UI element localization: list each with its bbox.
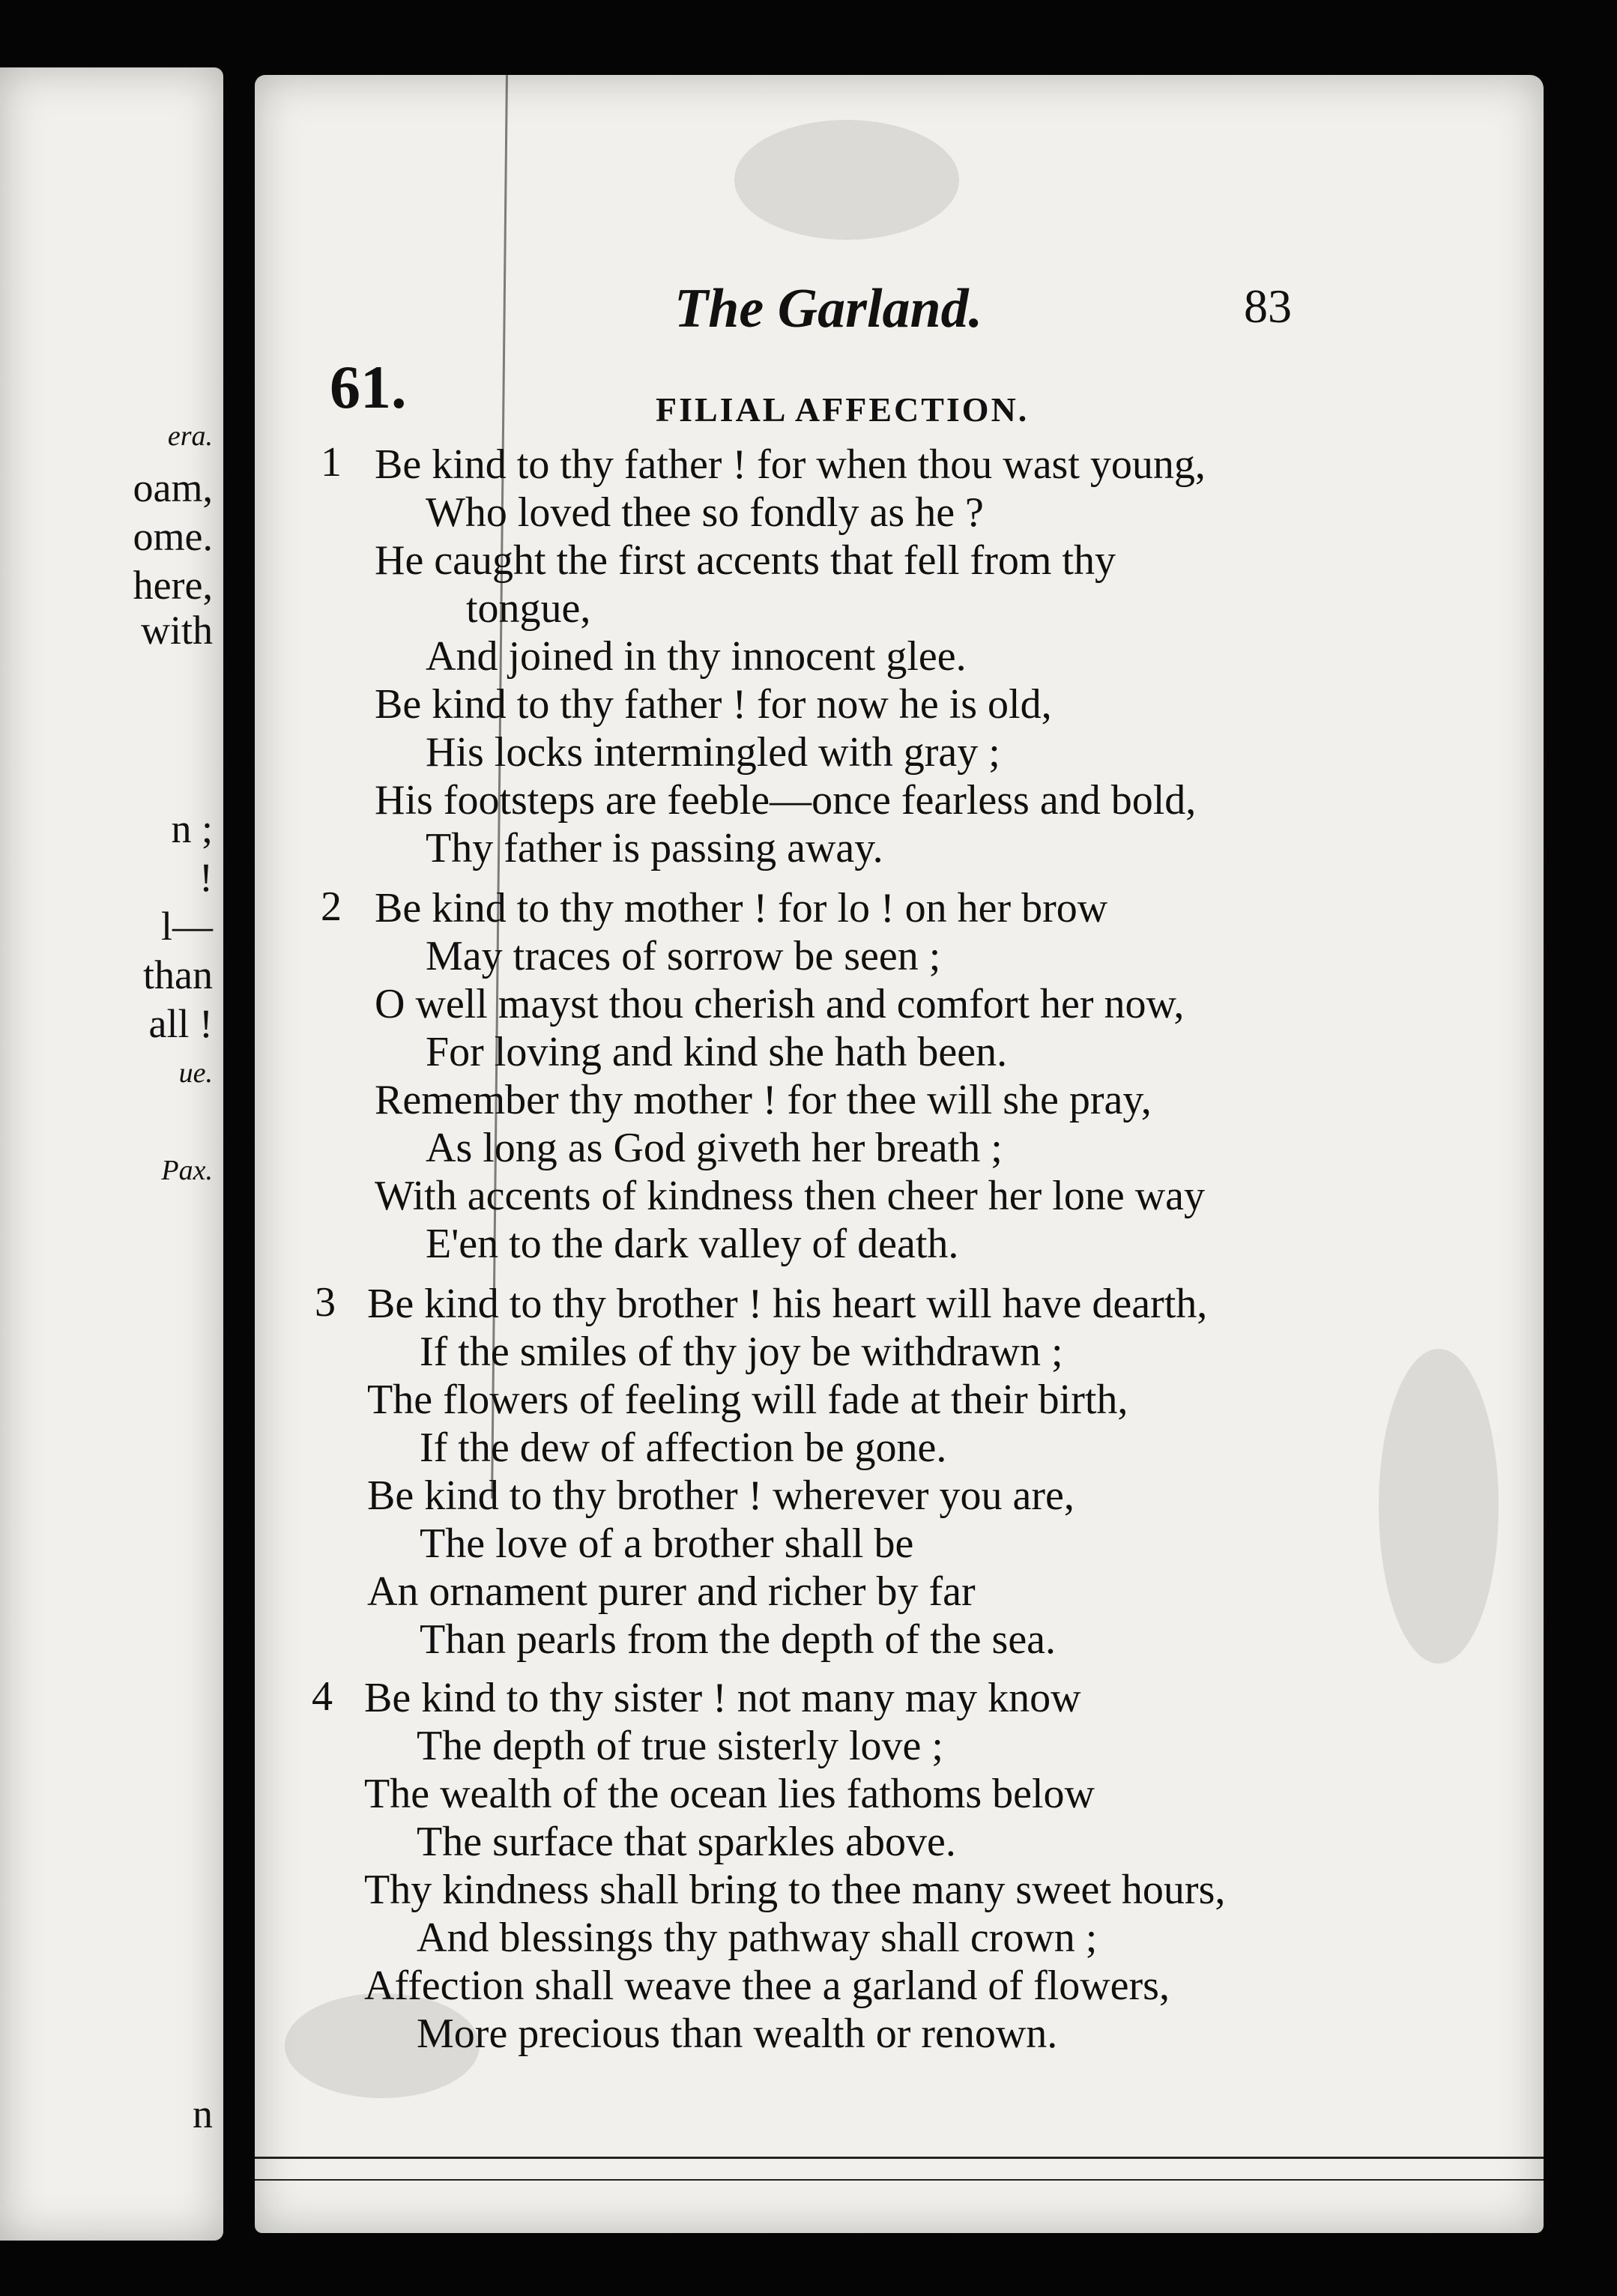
verse-line: Be kind to thy brother ! wherever you are, (367, 1472, 1075, 1519)
left-fragment: l— (160, 904, 213, 949)
left-fragment: n ; (171, 806, 213, 851)
hymn-title: FILIAL AFFECTION. (656, 390, 1030, 429)
verse-line: More precious than wealth or renown. (417, 2010, 1058, 2057)
verse-line: The depth of true sisterly love ; (417, 1723, 943, 1769)
left-fragment: ome. (133, 514, 213, 559)
verse-line: Be kind to thy brother ! his heart will have dearth, (367, 1281, 1208, 1327)
verse-line: With accents of kindness then cheer her lone way (375, 1173, 1205, 1219)
verse-line: The surface that sparkles above. (417, 1819, 956, 1865)
verse-line: For loving and kind she hath been. (426, 1029, 1008, 1075)
verse-line: Who loved thee so fondly as he ? (426, 489, 984, 536)
verse-number: 2 (321, 883, 342, 930)
verse-line: Be kind to thy father ! for now he is old, (375, 681, 1052, 728)
verse-line: tongue, (466, 585, 591, 632)
left-fragment: Pax. (161, 1155, 213, 1186)
hymn-number: 61. (330, 353, 407, 421)
verse-line: May traces of sorrow be seen ; (426, 933, 941, 979)
verse-line: And blessings thy pathway shall crown ; (417, 1915, 1098, 1961)
verse-line: The love of a brother shall be (420, 1520, 914, 1567)
left-fragment: oam, (133, 465, 213, 510)
verse-line: Affection shall weave thee a garland of flowers, (364, 1963, 1170, 2009)
verse-line: An ornament purer and richer by far (367, 1568, 976, 1615)
left-fragment: ue. (178, 1057, 213, 1089)
verse-line: Be kind to thy father ! for when thou wast young, (375, 441, 1206, 488)
running-head-title: The Garland. (674, 278, 983, 339)
verse-line: As long as God giveth her breath ; (426, 1125, 1003, 1171)
verse-number: 1 (321, 439, 342, 486)
left-fragment: here, (133, 563, 213, 608)
verse-line: And joined in thy innocent glee. (426, 633, 967, 680)
left-fragment: ! (199, 855, 213, 900)
verse-line: He caught the first accents that fell from thy (375, 537, 1116, 584)
left-fragment: than (143, 952, 213, 997)
main-page (255, 75, 1544, 2233)
verse-number: 4 (312, 1673, 333, 1720)
verse-line: Thy father is passing away. (426, 825, 883, 871)
bottom-rule (255, 2179, 1544, 2181)
verse-line: Remember thy mother ! for thee will she pray, (375, 1077, 1152, 1123)
verse-line: The flowers of feeling will fade at their birth, (367, 1377, 1128, 1423)
verse-line: E'en to the dark valley of death. (426, 1221, 959, 1267)
verse-line: Thy kindness shall bring to thee many sweet hours, (364, 1867, 1226, 1913)
left-fragment: with (140, 608, 213, 653)
verse-line: O well mayst thou cherish and comfort her now, (375, 981, 1185, 1027)
verse-line: Than pearls from the depth of the sea. (420, 1616, 1057, 1663)
paper-stain (1379, 1349, 1499, 1664)
verse-line: If the smiles of thy joy be withdrawn ; (420, 1329, 1063, 1375)
left-fragment: era. (167, 420, 213, 452)
bottom-rule (255, 2157, 1544, 2159)
left-facing-page (0, 67, 223, 2241)
verse-number: 3 (315, 1279, 336, 1326)
verse-line: His locks intermingled with gray ; (426, 729, 1000, 776)
paper-stain (734, 120, 959, 240)
verse-line: His footsteps are feeble—once fearless and bold, (375, 777, 1197, 824)
left-fragment: n (193, 2091, 213, 2136)
page-number: 83 (1244, 280, 1292, 333)
verse-line: The wealth of the ocean lies fathoms below (364, 1771, 1095, 1817)
left-fragment: all ! (148, 1001, 213, 1046)
verse-line: If the dew of affection be gone. (420, 1425, 947, 1471)
verse-line: Be kind to thy mother ! for lo ! on her brow (375, 885, 1108, 931)
verse-line: Be kind to thy sister ! not many may know (364, 1675, 1081, 1721)
